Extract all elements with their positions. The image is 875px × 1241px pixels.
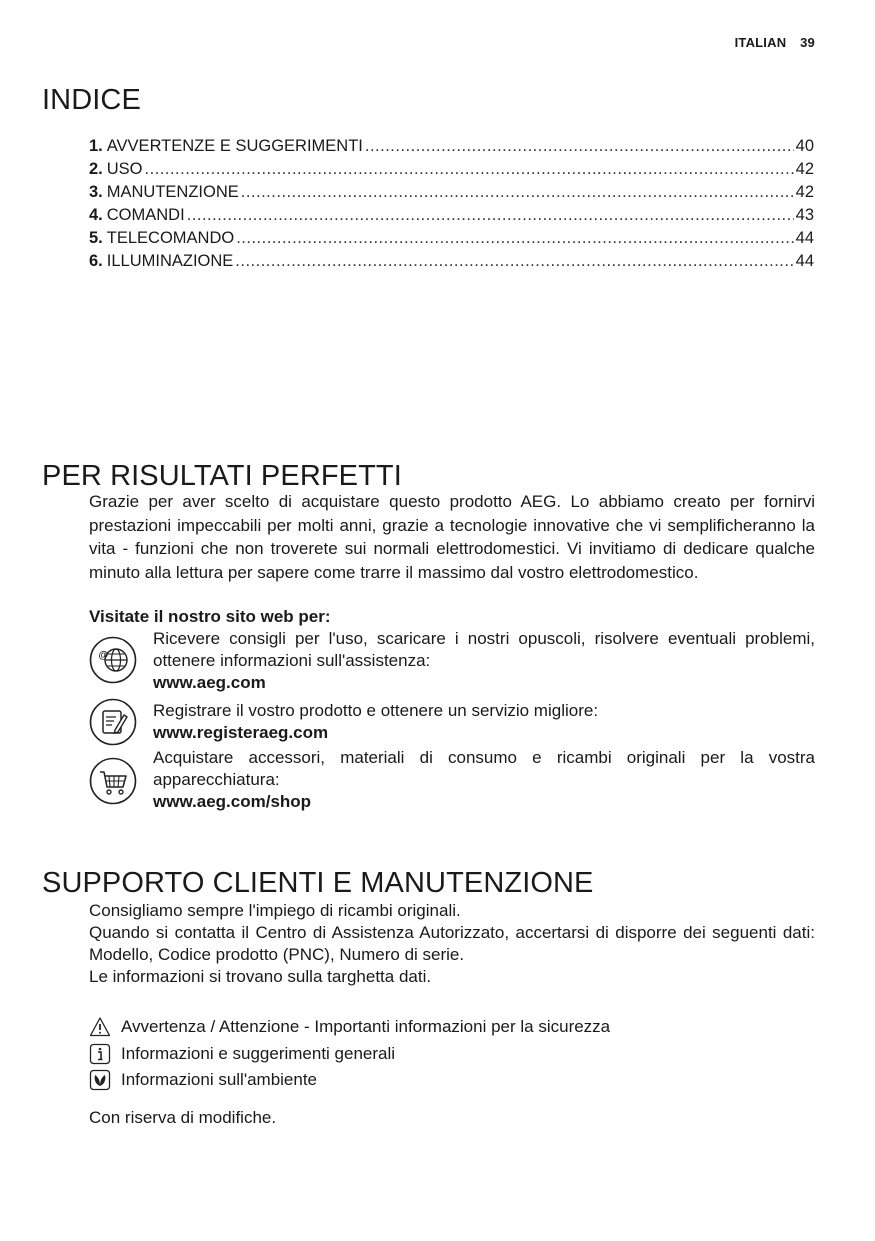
- toc-entry-label: USO: [106, 160, 143, 178]
- toc-entry-label: MANUTENZIONE: [106, 183, 239, 201]
- toc-entry[interactable]: [89, 229, 814, 252]
- visit-item-link[interactable]: www.aeg.com/shop: [153, 792, 312, 811]
- support-text: [89, 900, 815, 988]
- toc-entry-number: 5.: [89, 229, 103, 247]
- legend-environment: [89, 1069, 317, 1091]
- warning-triangle-icon: [89, 1016, 111, 1038]
- legend-text: Informazioni e suggerimenti generali: [121, 1044, 396, 1063]
- support-line: Le informazioni si trovano sulla targhetta dati.: [89, 967, 432, 986]
- toc-leader-dots: [241, 183, 794, 202]
- legend-text: Informazioni sull'ambiente: [121, 1070, 318, 1089]
- toc-entry-label: COMANDI: [106, 206, 185, 224]
- svg-text:@: @: [98, 650, 109, 661]
- support-line: Consigliamo sempre l'impiego di ricambi originali.: [89, 901, 461, 920]
- table-of-contents: [89, 137, 814, 275]
- toc-entry-page: 40: [795, 137, 814, 155]
- visit-item-support: [89, 628, 815, 694]
- toc-entry[interactable]: [89, 183, 814, 206]
- info-icon: [89, 1043, 111, 1065]
- toc-leader-dots: [145, 160, 794, 179]
- shopping-cart-icon: [89, 757, 137, 805]
- toc-entry-number: 4.: [89, 206, 103, 224]
- index-title: INDICE: [42, 84, 141, 116]
- results-title: PER RISULTATI PERFETTI: [42, 460, 402, 492]
- toc-entry-page: 42: [795, 183, 814, 201]
- visit-item-text: Ricevere consigli per l'uso, scaricare i nostri opuscoli, risolvere eventuali problemi, ottenere informazioni sull'assistenza:: [153, 629, 815, 670]
- visit-item-shop: [89, 747, 815, 817]
- visit-item-link[interactable]: www.aeg.com: [153, 673, 266, 692]
- toc-entry[interactable]: [89, 137, 814, 160]
- toc-leader-dots: [187, 206, 794, 225]
- toc-leader-dots: [236, 229, 793, 248]
- toc-entry-page: 44: [795, 229, 814, 247]
- language-label: ITALIAN: [734, 35, 787, 50]
- toc-entry-number: 1.: [89, 137, 103, 155]
- legend-info: [89, 1043, 395, 1065]
- toc-leader-dots: [235, 252, 793, 271]
- toc-entry-number: 3.: [89, 183, 103, 201]
- toc-entry-number: 6.: [89, 252, 103, 270]
- page-number: 39: [800, 35, 815, 50]
- registration-form-icon: [89, 698, 137, 746]
- environment-leaf-icon: [89, 1069, 111, 1091]
- visit-item-link[interactable]: www.registeraeg.com: [153, 723, 329, 742]
- globe-at-icon: [89, 636, 137, 684]
- page-header: [735, 35, 815, 50]
- support-line: Quando si contatta il Centro di Assistenza Autorizzato, accertarsi di disporre dei seguenti dati: Modello, Codice prodotto (PNC), Numero di serie.: [89, 923, 815, 964]
- toc-entry[interactable]: [89, 206, 814, 229]
- toc-leader-dots: [365, 137, 794, 156]
- visit-heading: Visitate il nostro sito web per:: [89, 607, 331, 626]
- toc-entry-page: 42: [795, 160, 814, 178]
- legend-text: Avvertenza / Attenzione - Importanti informazioni per la sicurezza: [121, 1017, 611, 1036]
- toc-entry-label: TELECOMANDO: [106, 229, 235, 247]
- toc-entry[interactable]: [89, 252, 814, 275]
- toc-entry-label: ILLUMINAZIONE: [106, 252, 234, 270]
- visit-item-register: [89, 700, 815, 750]
- visit-item-text: Acquistare accessori, materiali di consumo e ricambi originali per la vostra apparecchiatura:: [153, 748, 815, 789]
- toc-entry-page: 44: [795, 252, 814, 270]
- results-intro: Grazie per aver scelto di acquistare questo prodotto AEG. Lo abbiamo creato per fornirvi prestazioni impeccabili per molti anni, grazie a tecnologie innovative che vi semplificheranno la vita - funzioni che non troverete sui normali elettrodomestici. Vi invitiamo di dedicare qualche minuto alla lettura per sapere come trarre il massimo dal vostro elettrodomestico.: [89, 492, 815, 582]
- support-title: SUPPORTO CLIENTI E MANUTENZIONE: [42, 867, 594, 899]
- toc-entry-label: AVVERTENZE E SUGGERIMENTI: [106, 137, 363, 155]
- legend-warning: [89, 1016, 610, 1038]
- footer-note: Con riserva di modifiche.: [89, 1108, 277, 1127]
- toc-entry[interactable]: [89, 160, 814, 183]
- toc-entry-page: 43: [795, 206, 814, 224]
- visit-item-text: Registrare il vostro prodotto e ottenere un servizio migliore:: [153, 701, 599, 720]
- toc-entry-number: 2.: [89, 160, 103, 178]
